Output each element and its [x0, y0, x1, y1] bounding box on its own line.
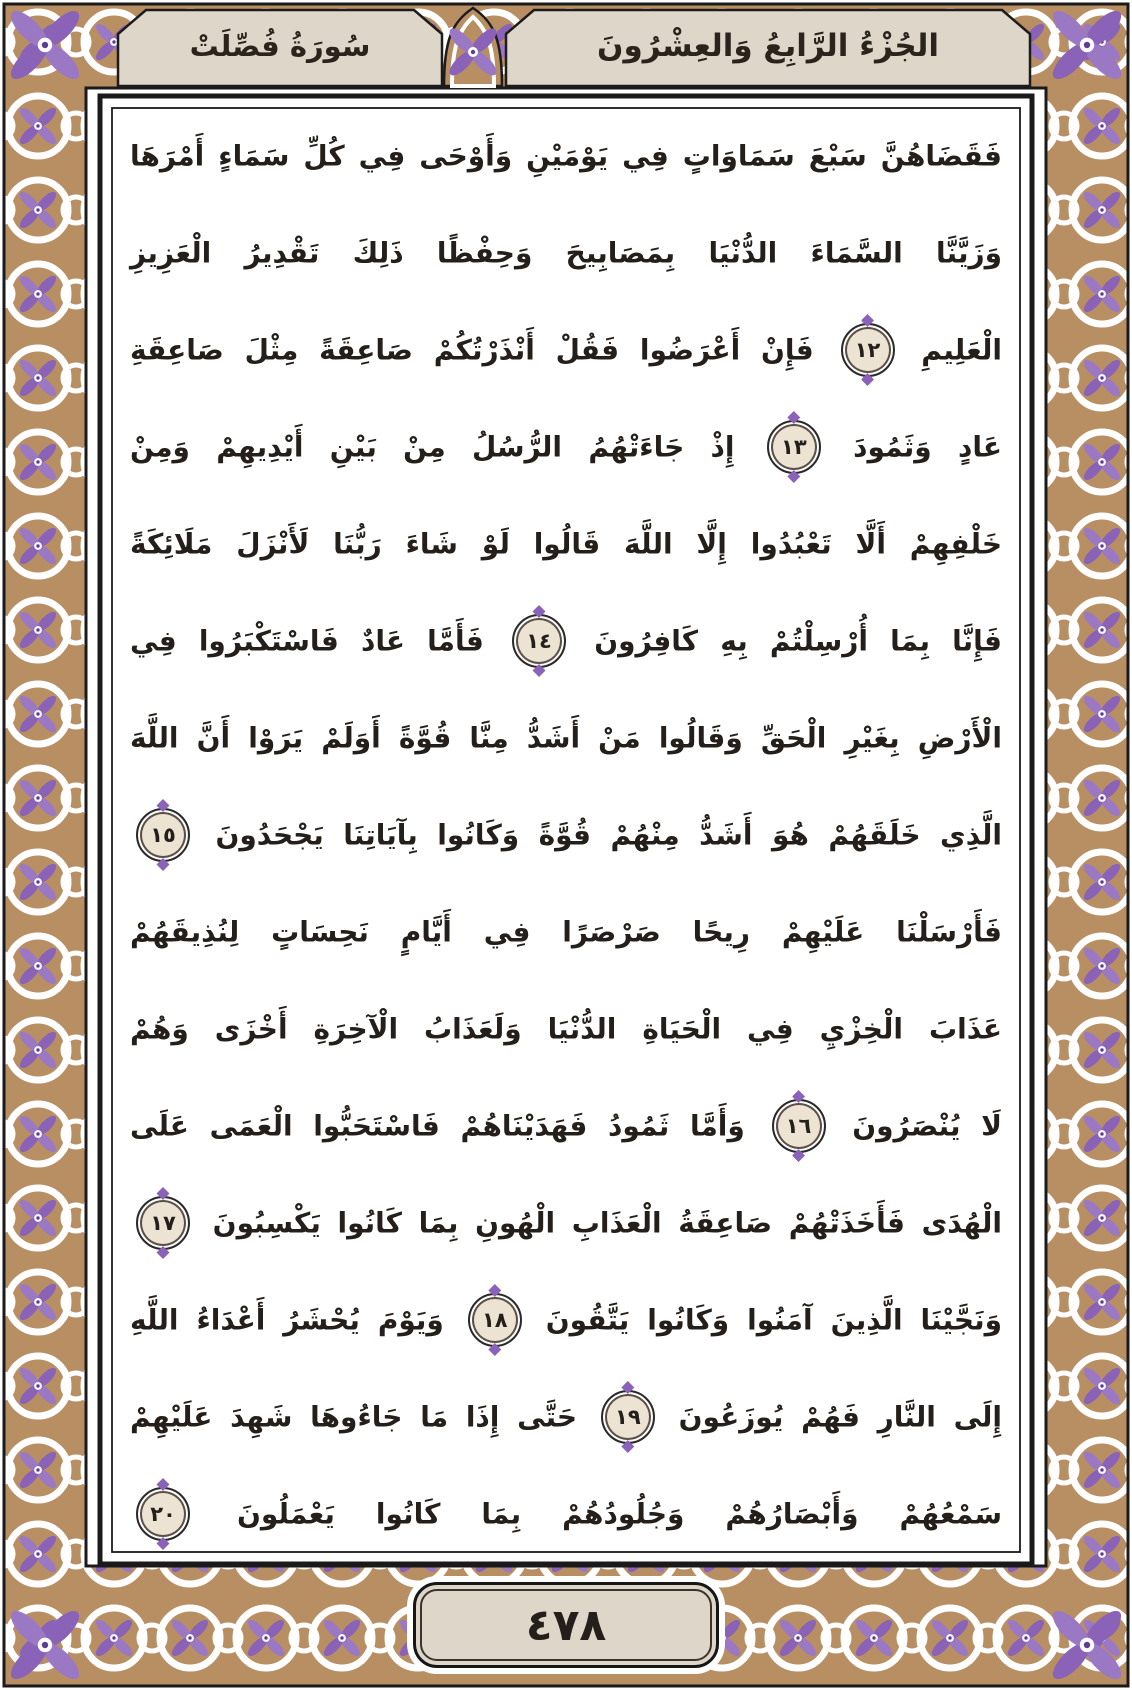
quran-line: [112, 1464, 1020, 1561]
ayah-number: ١٩: [615, 1405, 641, 1429]
ayah-marker-icon: [136, 808, 190, 862]
quran-line: [112, 785, 1020, 882]
ayah-number: ١٨: [481, 1308, 508, 1332]
ayah-marker-icon: [136, 1196, 190, 1250]
ayah-marker-icon: [512, 614, 566, 668]
ayah-text: لَا يُنْصَرُونَ: [852, 1109, 1003, 1143]
ayah-text: عَذَابَ الْخِزْيِ فِي الْحَيَاةِ الدُّنْيَا وَلَعَذَابُ الْآخِرَةِ أَخْزَى وَهُمْ: [130, 1012, 1002, 1046]
quran-line: [112, 591, 1020, 688]
ayah-text: الْأَرْضِ بِغَيْرِ الْحَقِّ وَقَالُوا مَنْ أَشَدُّ مِنَّا قُوَّةً أَوَلَمْ يَرَوْا أَنَّ اللَّهَ: [130, 721, 1002, 755]
page-number-cartouche: [413, 1582, 719, 1668]
ayah-text: إِلَى النَّارِ فَهُمْ يُوزَعُونَ: [678, 1400, 1003, 1434]
quran-line: [112, 688, 1020, 785]
ayah-number: ١٧: [150, 1211, 176, 1235]
ayah-text: عَادٍ وَثَمُودَ: [853, 430, 1002, 464]
quran-line: [112, 1173, 1020, 1270]
quran-line: [112, 106, 1020, 203]
ayah-marker-icon: [601, 1390, 655, 1444]
quran-line: [112, 1367, 1020, 1464]
ayah-marker-icon: [136, 1487, 190, 1541]
ayah-number: ١٦: [785, 1114, 812, 1138]
ayah-text: وَأَمَّا ثَمُودُ فَهَدَيْنَاهُمْ فَاسْتَحَبُّوا الْعَمَى عَلَى: [130, 1109, 745, 1143]
ayah-text: فَإِنَّا بِمَا أُرْسِلْتُمْ بِهِ كَافِرُونَ: [594, 624, 1003, 658]
ayah-marker-icon: [468, 1293, 522, 1347]
quran-line: [112, 1270, 1020, 1367]
ayah-text: وَيَوْمَ يُحْشَرُ أَعْدَاءُ اللَّهِ: [130, 1303, 444, 1337]
surah-title: سُورَةُ فُصِّلَتْ: [189, 29, 371, 63]
ayah-number: ١٤: [526, 629, 552, 653]
quran-line: [112, 494, 1020, 591]
quran-line: [112, 397, 1020, 494]
ayah-number: ٢٠: [150, 1502, 176, 1526]
ayah-marker-icon: [772, 1099, 826, 1153]
ayah-marker-icon: [841, 323, 895, 377]
ayah-text: فَأَمَّا عَادٌ فَاسْتَكْبَرُوا فِي: [130, 624, 484, 658]
juz-title: الجُزْءُ الرَّابِعُ وَالعِشْرُونَ: [597, 28, 939, 64]
quran-line: [112, 882, 1020, 979]
ayah-text: الَّذِي خَلَقَهُمْ هُوَ أَشَدُّ مِنْهُمْ قُوَّةً وَكَانُوا بِآيَاتِنَا يَجْحَدُونَ: [215, 818, 1002, 852]
ayah-text: وَزَيَّنَّا السَّمَاءَ الدُّنْيَا بِمَصَابِيحَ وَحِفْظًا ذَلِكَ تَقْدِيرُ الْعَزِيزِ: [130, 236, 1002, 270]
ayah-text: خَلْفِهِمْ أَلَّا تَعْبُدُوا إِلَّا اللَّهَ قَالُوا لَوْ شَاءَ رَبُّنَا لَأَنْزَلَ مَلَائِكَةً: [130, 527, 1002, 561]
ayah-text: الْعَلِيمِ: [921, 333, 1002, 367]
quran-text: [112, 106, 1020, 1562]
ayah-number: ١٢: [854, 338, 881, 362]
quran-line: [112, 1076, 1020, 1173]
ayah-text: سَمْعُهُمْ وَأَبْصَارُهُمْ وَجُلُودُهُمْ بِمَا كَانُوا يَعْمَلُونَ: [236, 1497, 1002, 1531]
ayah-text: فَقَضَاهُنَّ سَبْعَ سَمَاوَاتٍ فِي يَوْمَيْنِ وَأَوْحَى فِي كُلِّ سَمَاءٍ أَمْرَهَا: [130, 139, 1002, 173]
ayah-text: فَأَرْسَلْنَا عَلَيْهِمْ رِيحًا صَرْصَرًا فِي أَيَّامٍ نَحِسَاتٍ لِنُذِيقَهُمْ: [130, 915, 1002, 949]
ayah-marker-icon: [767, 420, 821, 474]
ayah-number: ١٥: [150, 823, 176, 847]
quran-line: [112, 979, 1020, 1076]
page-number: ٤٧٨: [525, 1599, 607, 1651]
ayah-text: فَإِنْ أَعْرَضُوا فَقُلْ أَنْذَرْتُكُمْ صَاعِقَةً مِثْلَ صَاعِقَةِ: [130, 333, 814, 367]
ayah-text: الْهُدَى فَأَخَذَتْهُمْ صَاعِقَةُ الْعَذَابِ الْهُونِ بِمَا كَانُوا يَكْسِبُونَ: [212, 1206, 1003, 1240]
ayah-text: إِذْ جَاءَتْهُمُ الرُّسُلُ مِنْ بَيْنِ أَيْدِيهِمْ وَمِنْ: [130, 430, 735, 464]
quran-line: [112, 300, 1020, 397]
ayah-text: حَتَّى إِذَا مَا جَاءُوهَا شَهِدَ عَلَيْهِمْ: [130, 1400, 578, 1434]
ayah-text: وَنَجَّيْنَا الَّذِينَ آمَنُوا وَكَانُوا يَتَّقُونَ: [545, 1303, 1003, 1337]
ayah-number: ١٣: [781, 435, 807, 459]
quran-line: [112, 203, 1020, 300]
